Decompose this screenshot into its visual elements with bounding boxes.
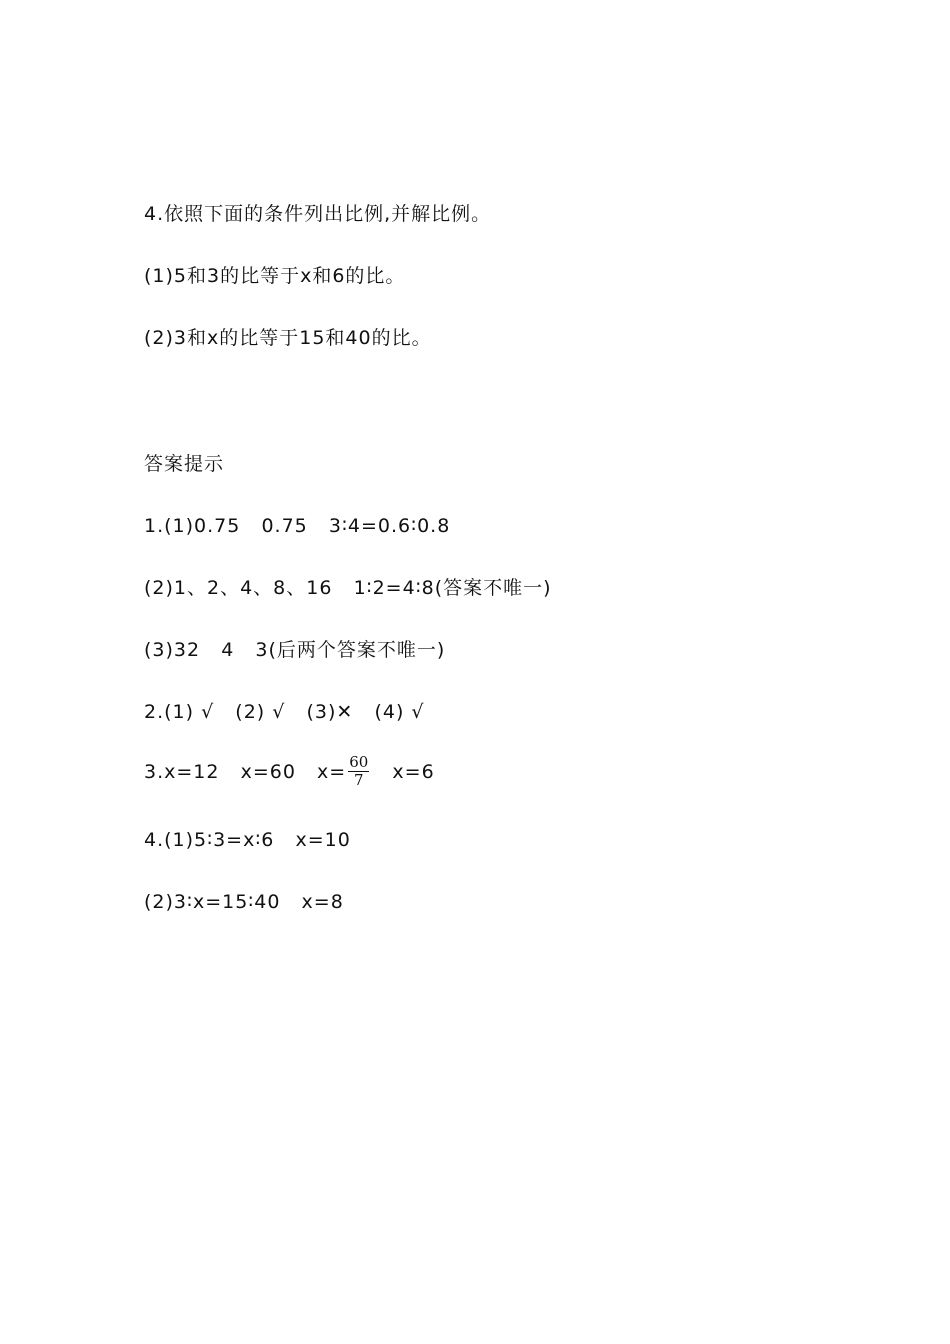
answer-4-part-2: (2)3∶x=15∶40 x=8 [144,891,344,913]
answer-3-suffix: x=6 [371,760,435,783]
answer-1-part-1: 1.(1)0.75 0.75 3∶4=0.6∶0.8 [144,515,451,537]
fraction-numerator: 60 [349,753,369,771]
answers-heading: 答案提示 [144,453,225,475]
fraction-denominator: 7 [353,771,364,789]
answer-3-prefix: 3.x=12 x=60 x= [144,760,347,783]
answer-3-fraction [348,754,369,789]
answer-4-part-1: 4.(1)5∶3=x∶6 x=10 [144,829,351,851]
question-4-title: 4.依照下面的条件列出比例,并解比例。 [144,203,492,225]
answer-1-part-2: (2)1、2、4、8、16 1∶2=4∶8(答案不唯一) [144,577,552,599]
answer-3 [144,754,435,789]
question-4-part-2: (2)3和x的比等于15和40的比。 [144,327,432,349]
answer-2: 2.(1) √ (2) √ (3)✕ (4) √ [144,701,425,723]
question-4-part-1: (1)5和3的比等于x和6的比。 [144,265,406,287]
answer-1-part-3: (3)32 4 3(后两个答案不唯一) [144,639,446,661]
